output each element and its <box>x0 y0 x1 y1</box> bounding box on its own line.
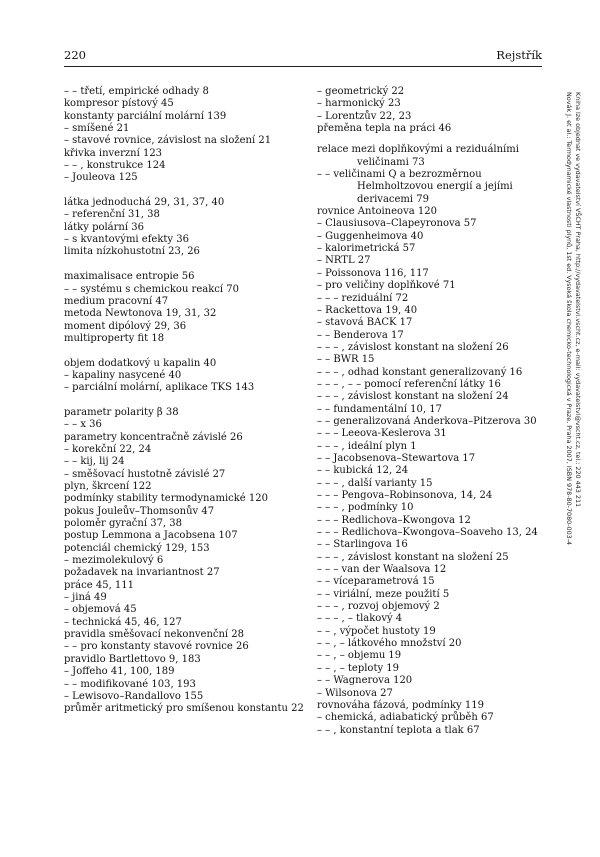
index-entry: – – – , závislost konstant na složení 26 <box>317 341 509 353</box>
index-entry: – Guggenheimova 40 <box>317 230 424 242</box>
index-entry: – – – van der Waalsova 12 <box>317 564 447 576</box>
entry-gap <box>317 135 543 144</box>
index-entry: – geometrický 22 <box>317 86 405 97</box>
index-entry: přeměna tepla na práci 46 <box>317 123 452 135</box>
index-entry: křivka inverzní 123 <box>64 147 163 159</box>
index-entry: – – , konstrukce 124 <box>64 160 166 172</box>
index-entry: – stavové rovnice, závislost na složení 21 <box>64 135 272 147</box>
index-entry: maximalisace entropie 56 <box>64 271 195 283</box>
index-entry: – – viriální, meze použití 5 <box>317 588 450 600</box>
index-entry: – Lorentzův 22, 23 <box>317 110 412 122</box>
index-entry: – – – Pengova–Robinsonova, 14, 24 <box>317 490 493 501</box>
index-entry: – – , – objemu 19 <box>317 650 402 662</box>
index-entry: pravidlo Bartlettovo 9, 183 <box>64 653 201 665</box>
index-entry: – – , konstantní teplota a tlak 67 <box>317 724 480 736</box>
entry-gap <box>64 185 304 197</box>
section-title: Rejstřík <box>496 48 542 62</box>
index-entry: – – – , ideální plyn 1 <box>317 440 417 452</box>
index-entry: objem dodatkový u kapalin 40 <box>64 357 217 369</box>
index-entry: – – Wagnerova 120 <box>317 675 413 687</box>
index-entry: – směšovací hustotně závislé 27 <box>64 468 226 480</box>
index-entry: – objemová 45 <box>64 604 137 616</box>
index-entry: – – kubická 12, 24 <box>317 465 409 477</box>
index-entry: moment dipólový 29, 36 <box>64 320 187 332</box>
index-entry: metoda Newtonova 19, 31, 32 <box>64 308 217 320</box>
copyright-sidebar <box>557 90 597 630</box>
index-entry: pokus Jouleův–Thomsonův 47 <box>64 505 215 517</box>
index-entry: – – x 36 <box>64 419 102 431</box>
index-column-right <box>317 86 543 737</box>
sidebar-svg <box>557 90 597 630</box>
index-entry: – Jouleova 125 <box>64 172 138 184</box>
header-rule <box>64 66 542 67</box>
running-header <box>64 48 542 64</box>
index-entry: – – – , další varianty 15 <box>317 477 433 489</box>
sidebar-line-1: Novák J. et al.: Termodynamické vlastnosti plynů, 1st ed. Vysoká škola chemicko-technologická v Praze, Praha 2007, ISBN 978-80-7080-003-4 <box>565 92 573 546</box>
index-entry: potenciál chemický 129, 153 <box>64 542 210 554</box>
index-entry: – chemická, adiabatický průběh 67 <box>317 712 494 724</box>
index-entry: průměr aritmetický pro smíšenou konstantu 22 <box>64 703 304 715</box>
index-entry: – – fundamentální 10, 17 <box>317 403 442 415</box>
index-entry: požadavek na invariantnost 27 <box>64 567 220 579</box>
index-entry: – – generalizovaná Anderkova–Pitzerova 30 <box>317 415 537 427</box>
index-entry: podmínky stability termodynamické 120 <box>64 493 268 505</box>
index-entry: – Rackettova 19, 40 <box>317 304 418 316</box>
entry-gap <box>64 345 304 357</box>
index-entry: – – BWR 15 <box>317 354 375 366</box>
index-entry: – – třetí, empirické odhady 8 <box>64 86 209 97</box>
index-entry: rovnováha fázová, podmínky 119 <box>317 699 484 711</box>
index-entry: – NRTL 27 <box>317 255 371 267</box>
index-entry: konstanty parciální molární 139 <box>64 110 227 122</box>
entry-gap <box>64 395 304 407</box>
page-number: 220 <box>64 48 86 62</box>
index-entry: postup Lemmona a Jacobsena 107 <box>64 530 238 542</box>
index-entry: – – – Redlichova–Kwongova–Soaveho 13, 24 <box>317 527 538 539</box>
index-entry: – Poissonova 116, 117 <box>317 267 429 279</box>
index-entry: multiproperty fit 18 <box>64 332 165 344</box>
index-entry: – Clausiusova–Clapeyronova 57 <box>317 218 477 230</box>
index-entry: – – – , podmínky 10 <box>317 502 414 514</box>
index-entry: – – – Leeova-Keslerova 31 <box>317 428 447 440</box>
index-column-left <box>64 86 304 716</box>
index-entry: – pro veličiny doplňkové 71 <box>317 280 456 292</box>
index-entry: parametry koncentračně závislé 26 <box>64 431 243 443</box>
index-entry: – kapaliny nasycené 40 <box>64 369 182 381</box>
index-entry: plyn, škrcení 122 <box>64 481 152 492</box>
index-entry: – – , výpočet hustoty 19 <box>317 625 436 637</box>
index-entry: relace mezi doplňkovými a reziduálními veličinami 73 <box>317 144 519 168</box>
index-entry: – mezimolekulový 6 <box>64 555 164 567</box>
entry-gap <box>64 259 304 271</box>
index-entry: – – pro konstanty stavové rovnice 26 <box>64 641 249 653</box>
index-entry: limita nízkohustotní 23, 26 <box>64 246 200 258</box>
index-entry: – korekční 22, 24 <box>64 443 152 455</box>
index-entry: – – – , – – pomocí referenční látky 16 <box>317 378 501 390</box>
index-entry: – – modifikované 103, 193 <box>64 678 196 690</box>
index-entry: – – – , závislost konstant na složení 24 <box>317 391 509 403</box>
index-entry: látka jednoduchá 29, 31, 37, 40 <box>64 197 225 209</box>
index-entry: – kalorimetrická 57 <box>317 243 416 255</box>
index-entry: práce 45, 111 <box>64 579 135 591</box>
index-entry: – – veličinami Q a bezrozměrnou Helmholtzovou energií a jejími derivacemi 79 <box>317 169 513 205</box>
index-entry: – – víceparametrová 15 <box>317 576 435 588</box>
index-entry: parametr polarity β 38 <box>64 406 179 418</box>
index-entry: – – Starlingova 16 <box>317 539 408 551</box>
index-entry: pravidla směšovací nekonvenční 28 <box>64 629 245 641</box>
index-entry: – jiná 49 <box>64 592 107 604</box>
index-entry: – referenční 31, 38 <box>64 209 160 221</box>
index-entry: – harmonický 23 <box>317 98 401 110</box>
index-entry: – parciální molární, aplikace TKS 143 <box>64 382 255 394</box>
index-entry: – Wilsonova 27 <box>317 687 393 699</box>
index-entry: – – – reziduální 72 <box>317 292 409 304</box>
index-entry: – – – , odhad konstant generalizovaný 16 <box>317 366 523 378</box>
index-entry: – technická 45, 46, 127 <box>64 616 182 628</box>
index-entry: – – Jacobsenova–Stewartova 17 <box>317 452 476 464</box>
index-entry: – – Benderova 17 <box>317 329 404 341</box>
index-entry: – – systému s chemickou reakcí 70 <box>64 283 239 295</box>
index-entry: – smíšené 21 <box>64 123 130 135</box>
index-entry: – – , – látkového množství 20 <box>317 638 462 650</box>
index-entry: – – – , rozvoj objemový 2 <box>317 601 440 613</box>
index-entry: – – – , – tlakový 4 <box>317 613 403 625</box>
index-entry: – s kvantovými efekty 36 <box>64 234 189 246</box>
index-entry: rovnice Antoineova 120 <box>317 206 437 218</box>
index-entry: – – , – teploty 19 <box>317 662 400 674</box>
index-entry: – – – , závislost konstant na složení 25 <box>317 551 509 563</box>
index-entry: medium pracovní 47 <box>64 295 169 307</box>
index-entry: – – kij, lij 24 <box>64 456 125 468</box>
index-entry: kompresor pístový 45 <box>64 98 174 110</box>
index-entry: – stavová BACK 17 <box>317 317 413 329</box>
index-entry: – Lewisovo–Randallovo 155 <box>64 690 204 702</box>
index-entry: – Joffeho 41, 100, 189 <box>64 666 175 678</box>
sidebar-line-2: Kniha lze objednat ve vydavatelství VŠCHT Praha, http://vydavatelstvi.vscht.cz, e-mail: vydavatelstvi@vscht.cz, tel.: 220 443 211 <box>574 92 582 508</box>
index-entry: látky polární 36 <box>64 221 144 233</box>
index-entry: poloměr gyrační 37, 38 <box>64 518 183 530</box>
index-entry: – – – Redlichova–Kwongova 12 <box>317 514 471 526</box>
